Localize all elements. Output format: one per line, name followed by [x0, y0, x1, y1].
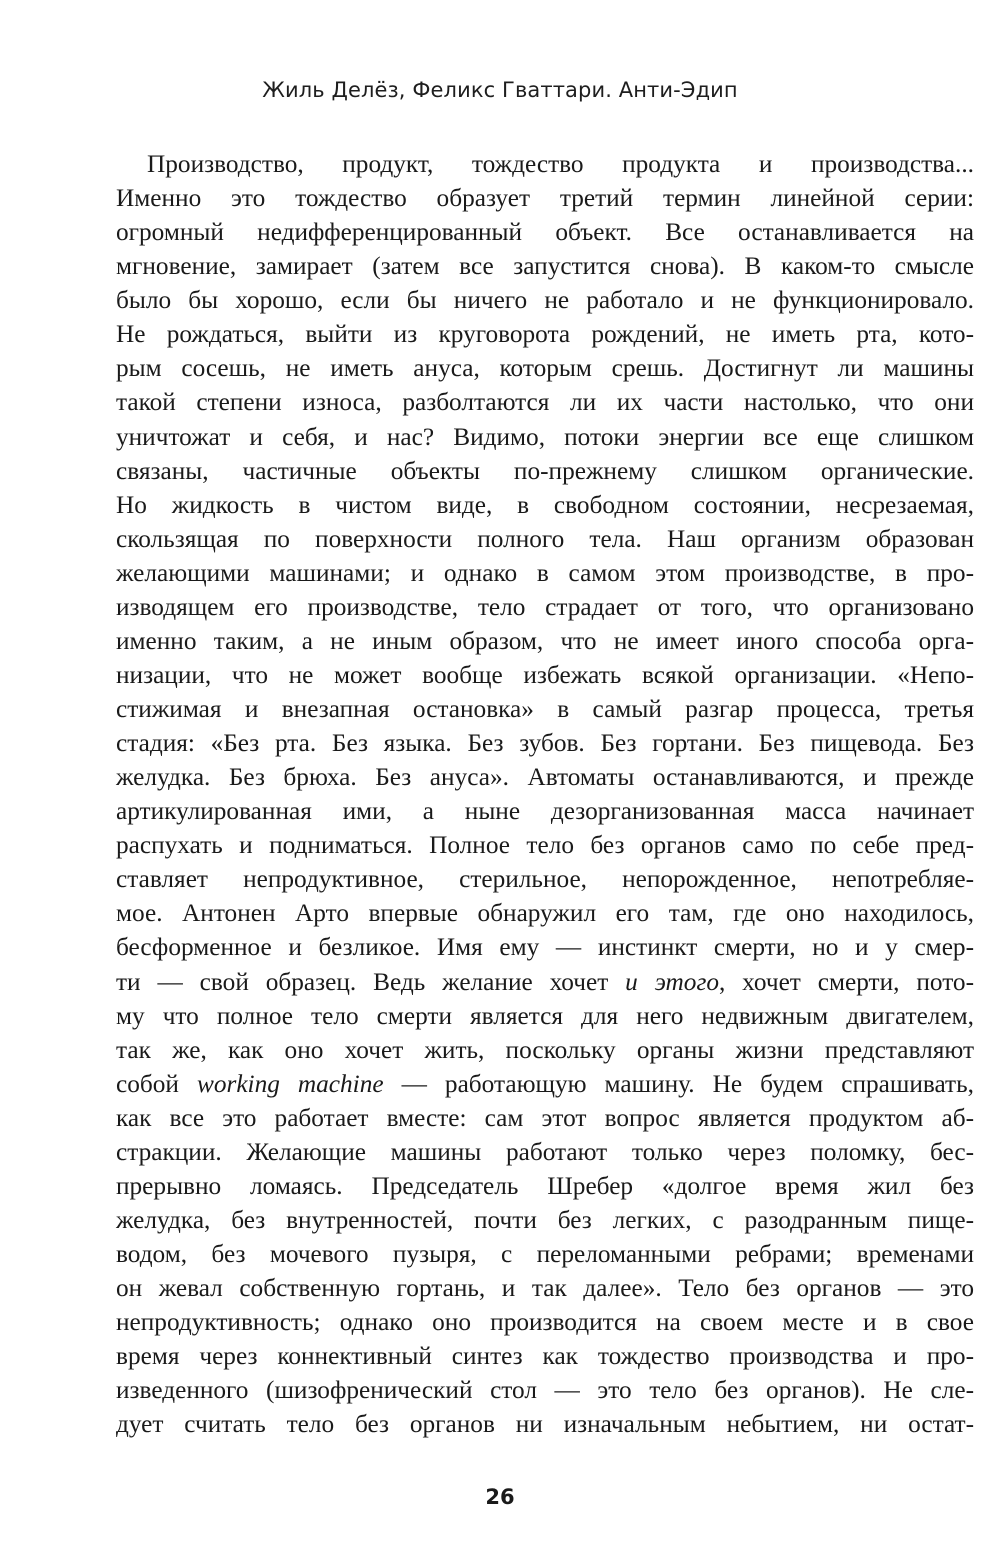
text-line: ставляет непродуктивное, стерильное, непорожденное, непотребляе- [116, 865, 974, 894]
text-line: му что полное тело смерти является для него недвижным двигателем, [116, 1001, 974, 1030]
text-line: стадия: «Без рта. Без языка. Без зубов. Без гортани. Без пищевода. Без [116, 729, 974, 758]
text-line: Производство, продукт, тождество продукта и производства... [147, 150, 974, 178]
text-line: желудка, без внутренностей, почти без легких, с разодранным пище- [116, 1205, 974, 1234]
text-line: артикулированная ими, а ныне дезорганизованная масса начинает [116, 797, 974, 826]
text-line: Но жидкость в чистом виде, в свободном состоянии, несрезаемая, [116, 490, 974, 519]
text-run: — работающую машину. Не будем спрашивать, [383, 1069, 974, 1098]
text-line: так же, как оно хочет жить, поскольку органы жизни представляют [116, 1035, 974, 1064]
text-line: именно таким, а не иным образом, что не имеет иного способа орга- [116, 626, 974, 655]
text-line [116, 1067, 974, 1101]
text-line: рым сосешь, не иметь ануса, которым срешь. Достигнут ли машины [116, 354, 974, 383]
italic-foreign-phrase: working machine [196, 1069, 384, 1098]
text-line: Не рождаться, выйти из круговорота рождений, не иметь рта, кото- [116, 320, 974, 349]
text-line: изведенного (шизофренический стол — это тело без органов). Не сле- [116, 1376, 974, 1405]
text-line: было бы хорошо, если бы ничего не работало и не функционировало. [116, 286, 974, 315]
text-line: мгновение, замирает (затем все запустится снова). В каком-то смысле [116, 252, 974, 281]
text-run: ти — свой образец. Ведь желание хочет [116, 967, 626, 996]
text-line: водом, без мочевого пузыря, с переломанными ребрами; временами [116, 1240, 974, 1268]
text-run: собой [116, 1069, 197, 1098]
text-line: низации, что не может вообще избежать всякой организации. «Непо- [116, 660, 974, 689]
text-line [116, 965, 974, 999]
text-line: стракции. Желающие машины работают только через поломку, бес- [116, 1137, 974, 1166]
text-line: связаны, частичные объекты по-прежнему слишком органические. [116, 456, 974, 485]
text-line: такой степени износа, разболтаются ли их части настолько, что они [116, 388, 974, 417]
text-run: , хочет смерти, пото- [718, 967, 974, 996]
body-paragraph [116, 147, 974, 1441]
text-line: уничтожат и себя, и нас? Видимо, потоки энергии все еще слишком [116, 422, 974, 451]
running-header: Жиль Делёз, Феликс Гваттари. Анти-Эдип [262, 78, 738, 102]
text-line: изводящем его производстве, тело страдает от того, что организовано [116, 592, 974, 621]
text-line: дует считать тело без органов ни изначальным небытием, ни остат- [116, 1410, 974, 1439]
text-line: он жевал собственную гортань, и так далее». Тело без органов — это [116, 1274, 974, 1303]
text-line: бесформенное и безликое. Имя ему — инстинкт смерти, но и у смер- [116, 933, 974, 962]
text-line: мое. Антонен Арто впервые обнаружил его там, где оно находилось, [116, 899, 974, 928]
page-number: 26 [485, 1485, 515, 1509]
text-line: Именно это тождество образует третий термин линейной серии: [116, 184, 974, 213]
italic-emphasis: и этого [625, 967, 719, 996]
text-line: время через коннективный синтез как тождество производства и про- [116, 1342, 974, 1371]
text-line: огромный недифференцированный объект. Все останавливается на [116, 218, 974, 247]
text-line: стижимая и внезапная остановка» в самый разгар процесса, третья [116, 695, 974, 723]
text-line: прерывно ломаясь. Председатель Шребер «долгое время жил без [116, 1171, 974, 1200]
text-line: как все это работает вместе: сам этот вопрос является продуктом аб- [116, 1103, 974, 1132]
text-line: желудка. Без брюха. Без ануса». Автоматы останавливаются, и прежде [116, 763, 974, 792]
text-line: распухать и подниматься. Полное тело без органов само по себе пред- [116, 831, 974, 860]
text-line: желающими машинами; и однако в самом этом производстве, в про- [116, 558, 974, 587]
text-line: скользящая по поверхности полного тела. Наш организм образован [116, 524, 974, 553]
text-line: непродуктивность; однако оно производится на своем месте и в свое [116, 1308, 974, 1337]
